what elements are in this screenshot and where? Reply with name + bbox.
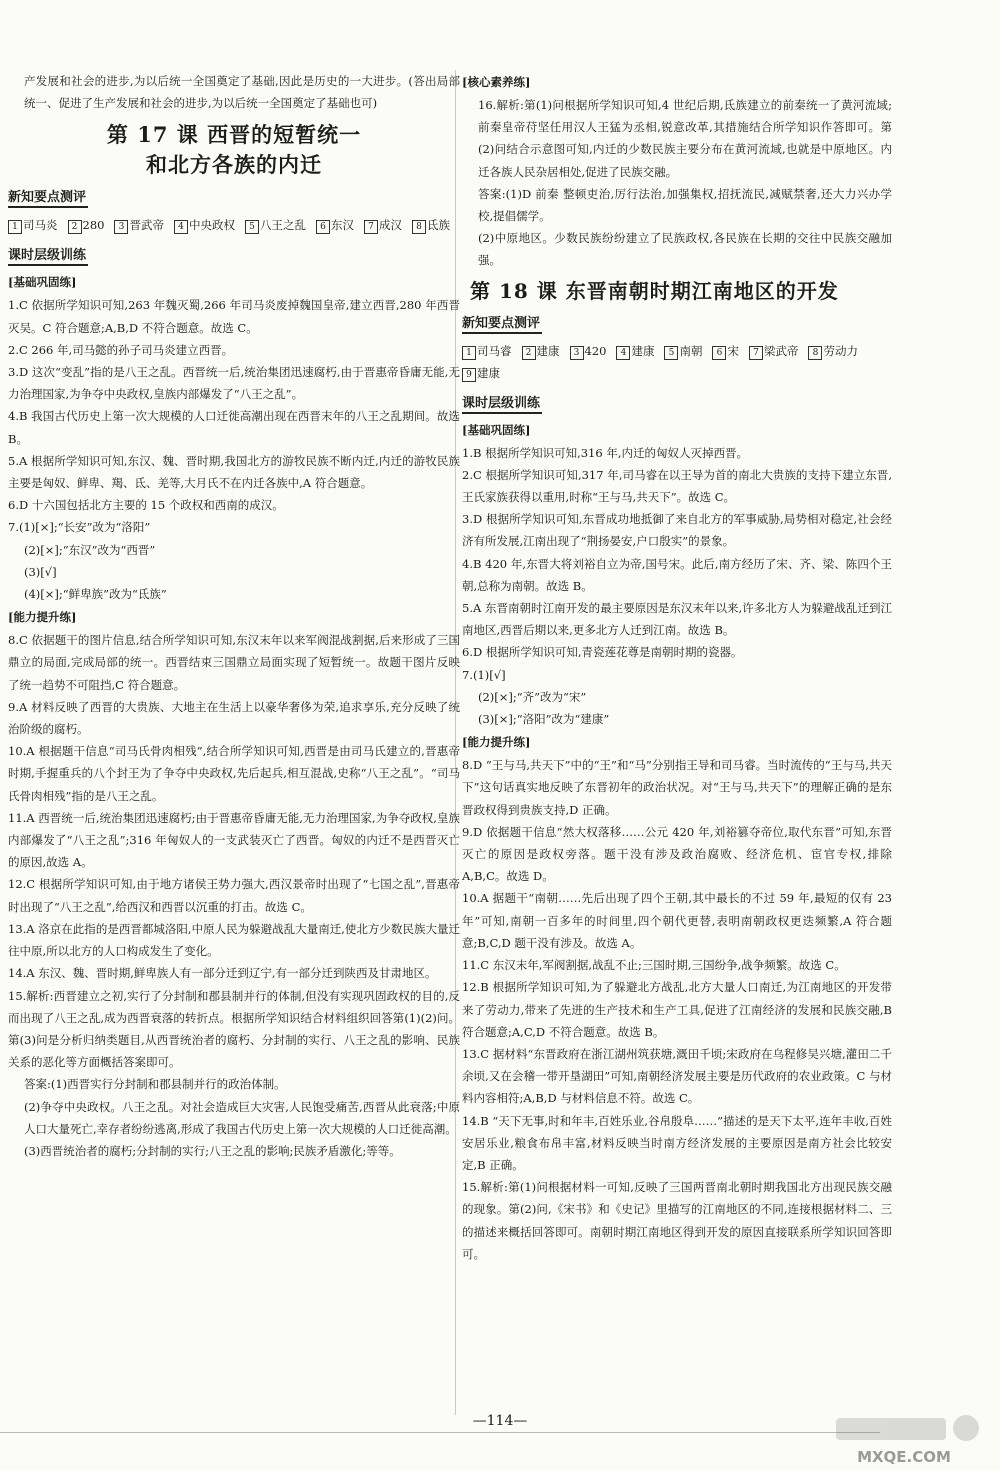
chip-number-box: 5 xyxy=(245,220,259,234)
section-new-knowledge: 新知要点测评 xyxy=(8,186,88,208)
watermark-mark xyxy=(836,1418,946,1440)
answer-chip xyxy=(616,344,654,358)
answer-chip xyxy=(364,218,402,232)
right-column xyxy=(462,70,892,1265)
lesson-17-title xyxy=(8,120,460,180)
answer-chip xyxy=(245,218,306,232)
question-item: 9.A 材料反映了西晋的大贵族、大地主在生活上以豪华奢侈为荣,追求享乐,充分反映了统治阶级的腐朽。 xyxy=(8,699,460,737)
chip-number-box: 8 xyxy=(808,346,822,360)
answer-chip xyxy=(174,218,235,232)
bracket-basic: [基础巩固练] xyxy=(462,422,531,437)
question-sub-item: (2)[×];“齐”改为“宋” xyxy=(478,689,587,704)
question-item: 11.A 西晋统一后,统治集团迅速腐朽;由于晋惠帝昏庸无能,无力治理国家,为争夺政权,皇族内部爆发了“八王之乱”;316 年匈奴人的一支武装灭亡了西晋。匈奴的内迁不是西晋灭亡的原因,故选 A。 xyxy=(8,810,460,870)
answer-chips xyxy=(462,340,892,384)
chip-text: 成汉 xyxy=(378,218,402,233)
lesson-17-title-line2: 和北方各族的内迁 xyxy=(146,152,322,178)
chip-text: 司马炎 xyxy=(23,218,58,233)
answer-block xyxy=(8,1073,460,1162)
chip-text: 280 xyxy=(82,218,105,233)
basic-items-indented xyxy=(8,539,460,606)
question-item: 7.(1)[×];“长安”改为“洛阳” xyxy=(8,520,151,535)
question-item: 15.解析:第(1)问根据材料一可知,反映了三国两晋南北朝时期我国北方出现民族交融的现象。第(2)问,《宋书》和《史记》里描写的江南地区的不同,连接根据材料二、三的描述来概括回答即可。南朝时期江南地区得到开发的原因直接联系所学知识回答即可。 xyxy=(462,1180,892,1261)
item-16-answer-b: (2)中原地区。少数民族纷纷建立了民族政权,各民族在长期的交往中民族交融加强。 xyxy=(478,231,892,268)
section-training: 课时层级训练 xyxy=(8,244,88,266)
question-item: 12.B 根据所学知识可知,为了躲避北方战乱,北方大量人口南迁,为江南地区的开发带来了劳动力,带来了先进的生产技术和生产工具,促进了江南经济的发展和民族交融,B 符合题意;A,C,D 不符合题意。故选 B。 xyxy=(462,980,892,1039)
answer-chip xyxy=(664,344,702,358)
chip-number-box: 3 xyxy=(114,220,128,234)
chip-number-box: 7 xyxy=(364,220,378,234)
chip-number-box: 6 xyxy=(316,220,330,234)
question-item: 2.C 266 年,司马懿的孙子司马炎建立西晋。 xyxy=(8,342,234,357)
chip-text: 宋 xyxy=(727,343,739,358)
chip-number-box: 4 xyxy=(174,220,188,234)
chip-number-box: 8 xyxy=(412,220,426,234)
chip-text: 建康 xyxy=(477,365,500,380)
footer-rule xyxy=(0,1432,880,1433)
answer-chip xyxy=(749,344,799,358)
question-item: 6.D 十六国包括北方主要的 15 个政权和西南的成汉。 xyxy=(8,498,284,513)
chip-number-box: 3 xyxy=(570,346,584,360)
question-item: 1.B 根据所学知识可知,316 年,内迁的匈奴人灭掉西晋。 xyxy=(462,445,748,460)
answer-chip xyxy=(8,218,58,232)
chip-text: 梁武帝 xyxy=(763,343,799,358)
chip-text: 八王之乱 xyxy=(259,218,306,233)
chip-number-box: 5 xyxy=(664,346,678,360)
question-item: 5.A 根据所学知识可知,东汉、魏、晋时期,我国北方的游牧民族不断内迁,内迁的游牧民族主要是匈奴、鲜卑、羯、氐、羌等,大月氏不在内迁各族中,A 符合题意。 xyxy=(8,453,460,491)
chip-text: 建康 xyxy=(631,343,655,358)
chip-number-box: 1 xyxy=(462,346,476,360)
section-training: 课时层级训练 xyxy=(462,392,542,414)
watermark-badge-icon xyxy=(953,1415,979,1441)
bracket-basic: [基础巩固练] xyxy=(8,275,77,290)
lesson-17-title-line1: 第 17 课 西晋的短暂统一 xyxy=(106,122,362,148)
question-item: 9.D 依据题干信息“然大权落移……公元 420 年,刘裕篡夺帝位,取代东晋”可知,东晋灭亡的原因是政权旁落。题干没有涉及政治腐败、经济危机、宦官专权,排除 A,B,C。故选 D。 xyxy=(462,824,892,884)
item-16-analysis: 16.解析:第(1)问根据所学知识可知,4 世纪后期,氐族建立的前秦统一了黄河流域;前秦皇帝苻坚任用汉人王猛为丞相,锐意改革,其措施结合所学知识作答即可。第(2)问结合示意图可知,内迁的少数民族主要分布在黄河流域,也就是中原地区。内迁各族人民杂居相处,促进了民族交融。 xyxy=(478,98,892,179)
basic-items xyxy=(462,442,892,686)
answer-chips xyxy=(8,214,460,236)
intro-paragraph: 产发展和社会的进步,为以后统一全国奠定了基础,因此是历史的一大进步。(答出局部统一、促进了生产发展和社会的进步,为以后统一全国奠定了基础也可) xyxy=(24,74,460,111)
question-item: 4.B 我国古代历史上第一次大规模的人口迁徙高潮出现在西晋末年的八王之乱期间。故选 B。 xyxy=(8,409,460,446)
chip-number-box: 2 xyxy=(68,220,82,234)
question-sub-item: (4)[×];“鲜卑族”改为“氐族” xyxy=(24,587,167,602)
chip-number-box: 7 xyxy=(749,346,763,360)
chip-text: 南朝 xyxy=(679,343,703,358)
answer-chip xyxy=(316,218,354,232)
chip-text: 东汉 xyxy=(330,218,354,233)
bracket-advanced: [能力提升练] xyxy=(462,735,531,750)
question-item: 15.解析:西晋建立之初,实行了分封制和郡县制并行的体制,但没有实现巩固政权的目的,反而出现了八王之乱,成为西晋衰落的转折点。根据所学知识结合材料组织回答第(1)(2)问。第(3)问是分析归纳类题目,从西晋统治者的腐朽、分封制的实行、八王之乱的影响、民族关系的恶化等方面概括答案即可。 xyxy=(8,988,460,1070)
question-item: 12.C 根据所学知识可知,由于地方诸侯王势力强大,西汉景帝时出现了“七国之乱”,晋惠帝时出现了“八王之乱”,给西汉和西晋以沉重的打击。故选 C。 xyxy=(8,877,460,914)
chip-number-box: 6 xyxy=(712,346,726,360)
answer-chip xyxy=(462,366,500,380)
page-number: —114— xyxy=(472,1413,528,1429)
chip-text: 建康 xyxy=(536,343,560,358)
advanced-items xyxy=(8,629,460,1073)
basic-items-indented xyxy=(462,686,892,730)
answer-line: (3)西晋统治者的腐朽;分封制的实行;八王之乱的影响;民族矛盾激化;等等。 xyxy=(24,1143,401,1158)
answer-chip xyxy=(808,344,858,358)
answer-chip xyxy=(114,218,164,232)
question-item: 2.C 根据所学知识可知,317 年,司马睿在以王导为首的南北大贵族的支持下建立东晋,王氏家族获得以重用,时称“王与马,共天下”。故选 C。 xyxy=(462,467,892,505)
question-sub-item: (2)[×];“东汉”改为“西晋” xyxy=(24,542,156,557)
question-item: 13.A 洛京在此指的是西晋都城洛阳,中原人民为躲避战乱大量南迁,使北方少数民族大量迁往中原,所以北方的人口构成发生了变化。 xyxy=(8,921,460,959)
question-item: 7.(1)[√] xyxy=(462,667,506,682)
chip-text: 中央政权 xyxy=(188,218,235,233)
answer-chip xyxy=(462,344,512,358)
question-item: 13.C 据材料“东晋政府在浙江湖州筑获塘,溉田千顷;宋政府在乌程修吴兴塘,灌田二千余顷,又在会稽一带开垦湖田”可知,南朝经济发展主要是历代政府的农业政策。C 与材料内容相符;A,B,D 与材料信息不符。故选 C。 xyxy=(462,1046,892,1106)
chip-number-box: 2 xyxy=(522,346,536,360)
chip-text: 晋武帝 xyxy=(129,218,164,233)
question-item: 14.B “天下无事,时和年丰,百姓乐业,谷帛殷阜……”描述的是天下太平,连年丰收,百姓安居乐业,粮食布帛丰富,材料反映当时南方经济发展的主要原因是南方社会比较安定,B 正确。 xyxy=(462,1113,892,1172)
question-item: 4.B 420 年,东晋大将刘裕自立为帝,国号宋。此后,南方经历了宋、齐、梁、陈四个王朝,总称为南朝。故选 B。 xyxy=(462,556,892,593)
chip-number-box: 9 xyxy=(462,368,476,382)
answer-chip xyxy=(522,344,560,358)
answer-chip xyxy=(712,344,739,358)
question-item: 3.D 这次“变乱”指的是八王之乱。西晋统一后,统治集团迅速腐朽,由于晋惠帝昏庸无能,无力治理国家,为争夺中央政权,皇族内部爆发了“八王之乱”。 xyxy=(8,365,460,402)
item-16-answer-a: 答案:(1)D 前秦 整顿吏治,厉行法治,加强集权,招抚流民,减赋禁奢,还大力兴办学校,提倡儒学。 xyxy=(478,186,892,224)
advanced-items xyxy=(462,754,892,1265)
chip-text: 氐族 xyxy=(426,218,450,233)
question-item: 1.C 依据所学知识可知,263 年魏灭蜀,266 年司马炎废掉魏国皇帝,建立西晋,280 年西晋灭吴。C 符合题意;A,B,D 不符合题意。故选 C。 xyxy=(8,298,460,335)
question-item: 6.D 根据所学知识可知,青瓷莲花尊是南朝时期的瓷器。 xyxy=(462,645,743,660)
left-column xyxy=(8,70,460,1162)
answer-line: (2)争夺中央政权。八王之乱。对社会造成巨大灾害,人民饱受痛苦,西晋从此衰落;中原人口大量死亡,幸存者纷纷逃离,形成了我国古代历史上第一次大规模的人口迁徙高潮。 xyxy=(24,1099,460,1136)
question-item: 8.D “王与马,共天下”中的“王”和“马”分别指王导和司马睿。当时流传的“王与马,共天下”这句话真实地反映了东晋初年的政治状况。对“王与马,共天下”的理解正确的是东晋政权得到贵族支持,D 正确。 xyxy=(462,758,892,817)
question-item: 3.D 根据所学知识可知,东晋成功地抵御了来自北方的军事威胁,局势相对稳定,社会经济有所发展,江南出现了“荆扬晏安,户口殷实”的景象。 xyxy=(462,512,892,549)
question-item: 8.C 依据题干的图片信息,结合所学知识可知,东汉末年以来军阀混战割据,后来形成了三国鼎立的局面,完成局部的统一。西晋结束三国鼎立局面实现了短暂统一。故题干图片反映了统一趋势不可阻挡,C 符合题意。 xyxy=(8,633,460,692)
question-item: 10.A 据题干“南朝……先后出现了四个王朝,其中最长的不过 59 年,最短的仅有 23 年”可知,南朝一百多年的时间里,四个朝代更替,表明南朝政权更迭频繁,A 符合题意;B,C,D 题干没有涉及。故选 A。 xyxy=(462,891,892,950)
answer-chip xyxy=(570,344,607,358)
chip-text: 劳动力 xyxy=(823,343,858,358)
section-new-knowledge: 新知要点测评 xyxy=(462,312,542,334)
lesson-18-title: 第 18 课 东晋南朝时期江南地区的开发 xyxy=(470,278,839,303)
basic-items xyxy=(8,294,460,538)
bracket-core: [核心素养练] xyxy=(462,75,531,89)
watermark-text: MXQE.COM xyxy=(857,1448,951,1466)
answer-line: 答案:(1)西晋实行分封制和郡县制并行的政治体制。 xyxy=(24,1077,286,1092)
chip-text: 420 xyxy=(584,343,607,358)
watermark-logo xyxy=(816,1410,992,1468)
chip-number-box: 1 xyxy=(8,220,22,234)
answer-chip xyxy=(68,218,105,232)
question-item: 11.C 东汉末年,军阀割据,战乱不止;三国时期,三国纷争,战争频繁。故选 C。 xyxy=(462,958,846,973)
answer-chip xyxy=(412,218,450,232)
chip-text: 司马睿 xyxy=(477,343,512,358)
question-item: 10.A 根据题干信息“司马氏骨肉相残”,结合所学知识可知,西晋是由司马氏建立的,晋惠帝时期,手握重兵的八个封王为了争夺中央政权,先后起兵,相互混战,史称“八王之乱”。“司马氏骨肉相残”指的是八王之乱。 xyxy=(8,744,460,803)
chip-number-box: 4 xyxy=(616,346,630,360)
bracket-advanced: [能力提升练] xyxy=(8,610,77,625)
question-sub-item: (3)[×];“洛阳”改为“建康” xyxy=(478,712,610,727)
question-sub-item: (3)[√] xyxy=(24,564,57,579)
question-item: 14.A 东汉、魏、晋时期,鲜卑族人有一部分迁到辽宁,有一部分迁到陕西及甘肃地区。 xyxy=(8,966,437,981)
question-item: 5.A 东晋南朝时江南开发的最主要原因是东汉末年以来,许多北方人为躲避战乱迁到江南地区,西晋后期以来,更多北方人迁到江南。故选 B。 xyxy=(462,601,892,638)
